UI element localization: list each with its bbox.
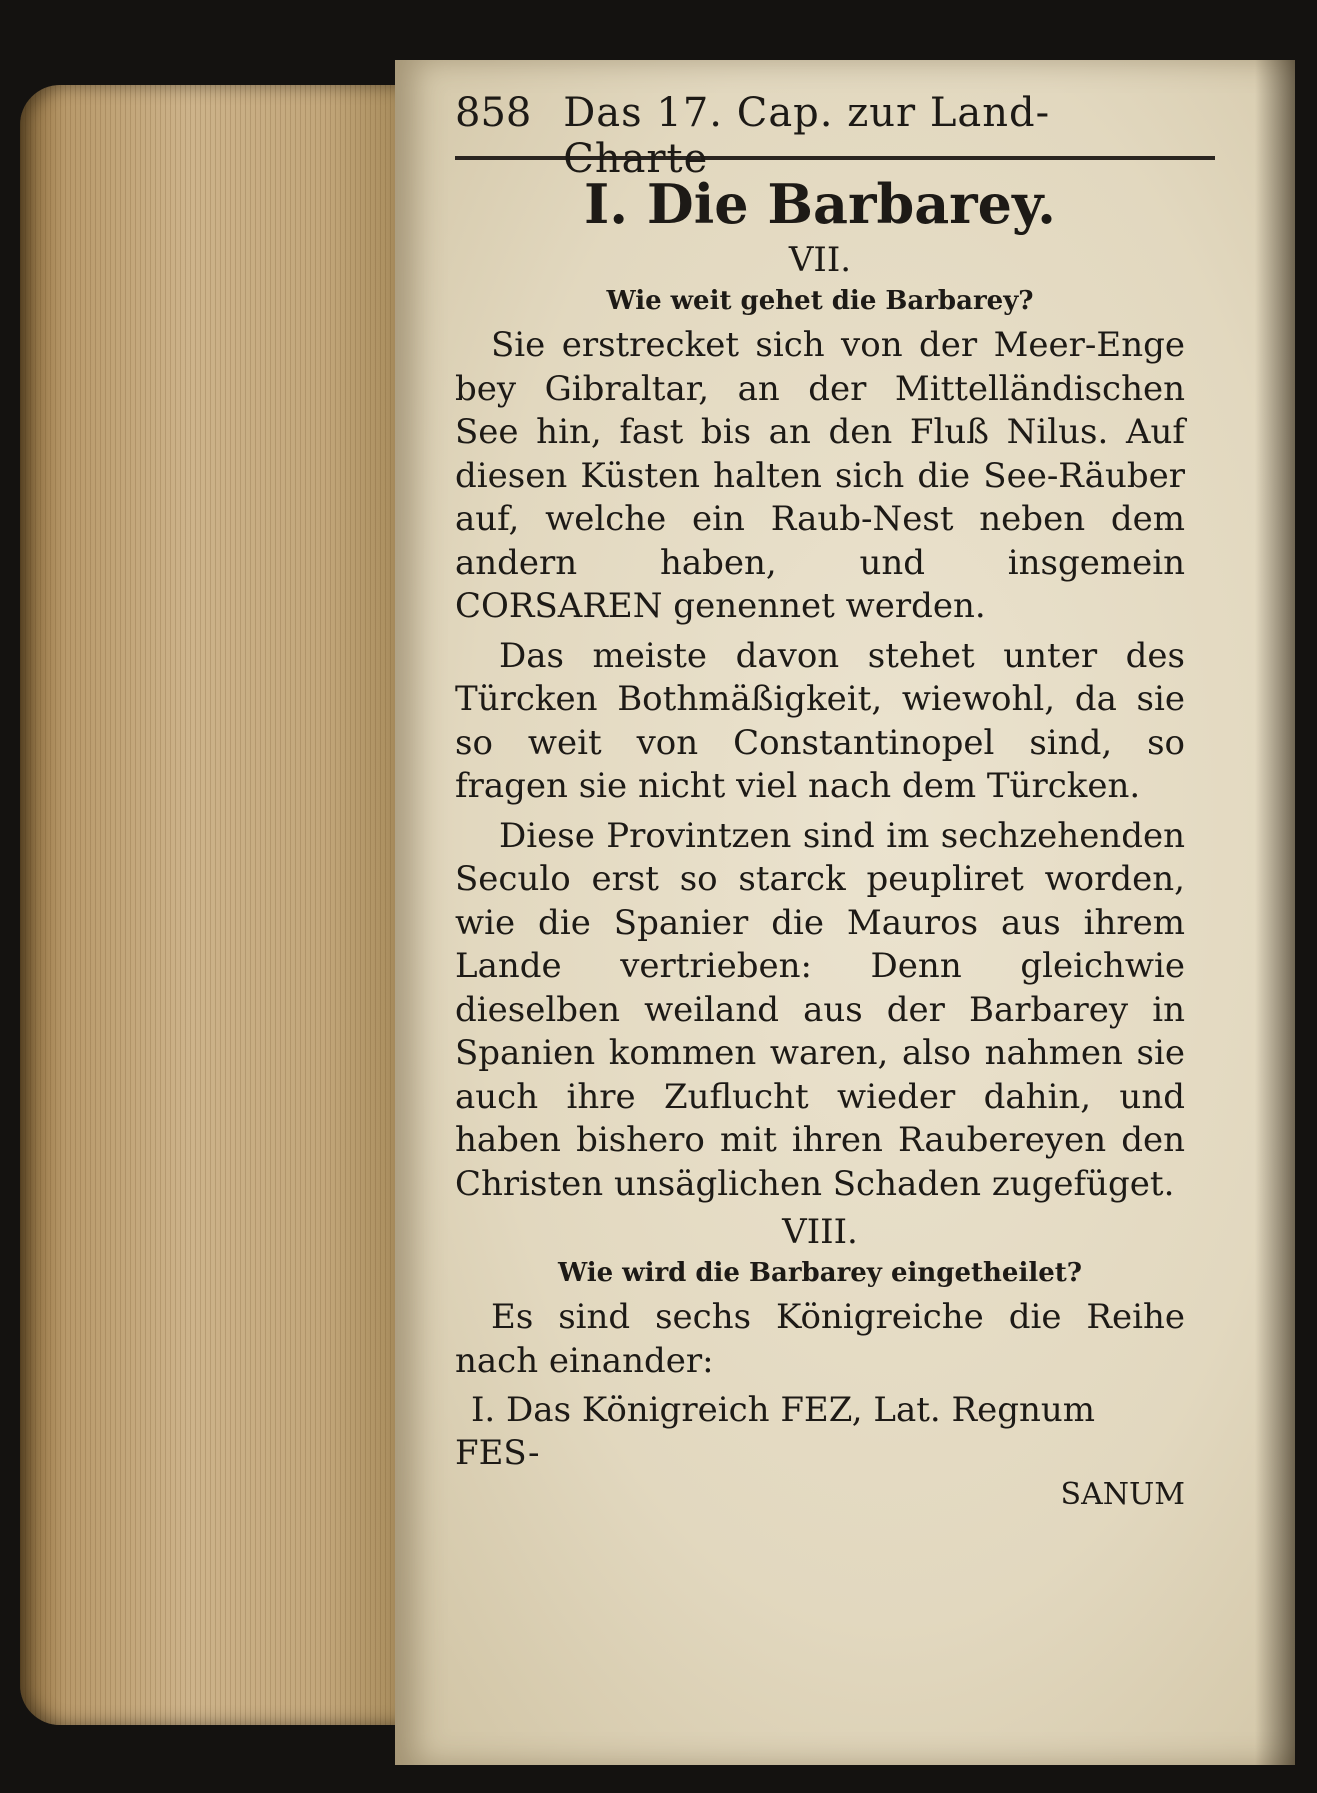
list-item: I. Das Königreich FEZ, Lat. Regnum FES- bbox=[455, 1390, 1096, 1473]
paragraph: Diese Provintzen sind im sechzehenden Seculo erst so starck peupliret worden, wie die Spanier die Mauros aus ihrem Lande vertrieben: Denn gleichwie dieselben weiland aus der Barbarey in Spanien kommen waren, also nahmen sie auch ihre Zuflucht wieder dahin, und haben bishero mit ihren Raubereyen den Christen unsäglichen Schaden zugefüget. bbox=[455, 815, 1185, 1204]
paragraph: Sie erstrecket sich von der Meer-Enge bey Gibraltar, an der Mittelländischen See hin, fast bis an den Fluß Nilus. Auf diesen Küsten halten sich die See-Räuber auf, welche ein Raub-Nest neben dem andern haben, und insgemein CORSAREN genennet werden. bbox=[455, 325, 1185, 626]
list-item-continuation: SANUM bbox=[1060, 1477, 1185, 1512]
running-head bbox=[455, 90, 1185, 182]
section-question: Wie weit gehet die Barbarey? bbox=[606, 286, 1034, 316]
page-edges bbox=[20, 85, 400, 1725]
paragraph: Das meiste davon stehet unter des Türcken Bothmäßigkeit, wiewohl, da sie so weit von Constantinopel sind, so fragen sie nicht viel nach dem Türcken. bbox=[455, 635, 1185, 806]
book-page bbox=[395, 60, 1295, 1765]
section-question: Wie wird die Barbarey eingetheilet? bbox=[557, 1258, 1083, 1288]
chapter-title: I. Die Barbarey. bbox=[584, 172, 1056, 236]
section-numeral: VII. bbox=[788, 240, 852, 280]
page-number: 858 bbox=[455, 90, 532, 136]
page-content bbox=[455, 90, 1185, 1515]
paragraph: Es sind sechs Königreiche die Reihe nach einander: bbox=[455, 1297, 1185, 1381]
book bbox=[20, 40, 1310, 1780]
section-numeral: VIII. bbox=[782, 1212, 858, 1252]
page-gutter bbox=[1255, 60, 1295, 1765]
running-title: Das 17. Cap. zur Land-Charte bbox=[563, 90, 1051, 182]
